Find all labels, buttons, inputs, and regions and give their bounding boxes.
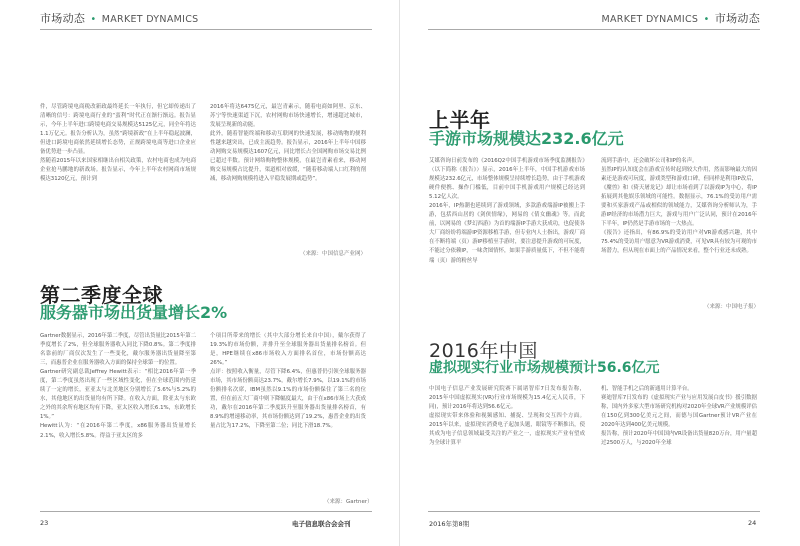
article-text-col2: 2016年将达6475亿元，最岂青素示，随着电商如阿里、京东、苏宁等快速渠道下沉，农村网购市场快速增长，增速超过城市，发展呈现新的动能。 此外，随着智能终端和移动互联网的快速发展，移动购物的便利性越来越突出，已成主流趋势。报告显示，2016年上半年中国移动网购交易规模达1607亿元，同比增长占全国网购市场交易比例已超过半数。预计网络购物整体规模，在最岂青素看来，移动网购交易规模占比提升，渠道相对放缓，“随着移动端人口红利的削减，移动网购规模将进入平稳发展期或趋势”。 [210,104,366,183]
issue-label: 2016年第8期 [429,520,470,528]
headline-line1: 2016年中国 [429,340,538,362]
source-credit: （来源：Gartner） [324,499,373,505]
section-title-cn: 市场动态 [40,12,86,25]
left-header [40,10,198,26]
footer-rule [428,511,760,512]
separator: • [703,14,710,25]
source-credit: （来源：中国电子报） [704,304,760,310]
article-text-col1: 件，尽管跨境电商税改新政最终延长一年执行，但它却传递出了清晰的信号：跨境电商行业的“蛮利”时代正在渐行渐远。报告显示，今年上半年进口跨境电商交易规模达5125亿元，同全年将达1.1万亿元。报告分析认为，虽然“跨境新政”在上半年稳起波澜，但进口跨境电商依然延续增长态势，正规跨境电商等进口企业应备优势进一步凸显。 然随着2015年以来国家相继出台相关政策，农村电商也成为电商企业抢马鹏地的新战场。报告显示，今年上半年农村网商市场规模达3120亿元，预计到 [40,104,196,183]
article-text-col2: 个项目所带来的增长（其中大部分增长来自中国），戴尔获得了19.3%的市场份额，并排升至全球服务器出货量排名榜首。但是，HPE继续在x86市场收入方面排名首位，市场份额高达26%。” 点评：按照收入衡量，尽管下降6.4%，但惠普仍引领全球服务器市场，其市场份额高达23.7%，戴尔增长7.9%，以19.1%的市场份额排名次席，IBM虽然以9.1%的市场份额保住了第三名的位置，但在前五大厂商中则下降幅度最大，由于在x86市场上大获成功，戴尔在2016年第二季度跃升至服务器出货量排名榜首，有8.9%的增速移动率，其市场份额达到了19.2%，惠普企业的出货量占比为17.2%，下降至第二位；同比下滑18.7%。 [210,333,366,430]
source-credit: （来源：中国信息产业网） [300,251,367,257]
right-page [400,0,800,546]
headline-line1: 第二季度全球 [40,283,163,307]
page-number: 24 [748,519,757,527]
headline-line1: 上半年 [429,108,491,132]
header-rule [428,29,760,30]
article-text-col1: Gartner数据显示，2016年第二季度，尽管出货量比2015年第二季度增长了2%，但全球服务器收入同比下降0.8%。第二季度排名靠前的厂商仅次发生了一些变化，戴尔服务器出货量降至第三，而惠普企业在服务器收入方面的保持全球第一的位置。 Gartner研究副总裁Jeffrey Hewitt表示：“相比2016年第一季度，第二季度虽然出现了一些区域性变化，但在全球范围内仍延续了一定的增长，亚亚太与北美地区分别增长了5.6%与5.2%的水，其他地区的出货量均有所下降。在收入方面，除亚太与东欧之外的其余所有地区均有下降，亚太区收入增长6.1%，东欧增长1%。” Hewitt认为：“在2016年第二季度，x86服务器出货量增长2.1%，收入增长5.8%。得益于亚太区的多 [40,333,196,439]
section-title-en: MARKET DYNAMICS [101,14,199,25]
section-title-en: MARKET DYNAMICS [601,14,699,25]
headline-line2: 服务器市场出货量增长2% [40,303,228,322]
headline-line2: 手游市场规模达232.6亿元 [429,129,624,148]
footer-rule [40,511,372,512]
footer-title: 电子信息联合会会刊 [292,520,351,528]
article-text-col2: 机、智能手机之后的新通用计算平台。 赛迪智库7日发布的《虚拟现实产业与应用发展白皮书》援引数据称，国内外多家大型市场研究机构对2020年全球VR产业规模评估在150亿到300亿美元之间，而德与国Gartner预计VR产业在2020年达到400亿美元规模。 报告称，预计2020年中国国内VR设备出货量820万台，用户量超过2500万人，与2020年全球 [601,386,757,447]
page-number: 23 [40,519,49,527]
article-text-col1: 艾媒咨询日前发布的《2016Q2中国手机游戏市场季度监测报告》（以下简称《报告》）显示，2016年上半年，中国手机游戏市场规模达232.6亿元，市场整体规模呈持续增长趋势，由于手机游戏硬件便携、操作门槛低，目前中国手机游戏用户规模已经达到5.12亿人次。 2016年，IP热潮也延续到了游戏领域，多款游戏端游IP被搬上手游，包括西山居的《剑侠情缘》，网易的《倩女幽魂》等。而此前，以网易的《梦幻西游》为首的端游IP手游大获成功，也促使各大厂商纷纷将端游IP资源移植手游，但专业内人士指出，游戏厂商在不断将端（页）游IP移植至手游时，要注意提升游戏的可玩度，不能过分依赖IP，一味贪图情怀，如果手游质量低下，不但不能将端（页）游的粉丝导 [429,158,585,264]
headline-line2: 虚拟现实行业市场规模预计56.6亿元 [429,360,660,376]
section-title-cn: 市场动态 [714,12,760,25]
article-text-col2: 流到手游中，还会破坏公司和IP的名声。 虽然IP的认知度会在游戏宣传时起到较大作用，然而影响最大的因素还是游戏可玩度，游戏类型和游戏口碑，但同样是利用IP改后，《魔兽》和《倚天屠龙记》却让市场看到了以游戏IP为中心，将IP拓展到其他娱乐领域的可能性。数据显示，76.1%的受访用户需要和买家游戏产品或相似的领域能力，艾媒咨询分析师认为，手游IP经济的市场潜力巨大，游戏与用户广泛认同，预计在2016年下半年，IP仍然是手游市场的一大热点。 《报告》还指出，有86.9%的受访用户对VR游戏感兴趣，其中75.4%的受访用户愿意为VR游戏消费，可见VR具有较为可观的市场潜力，但从现在市面上的产品情况来看，整个行业还未成熟。 [601,158,757,255]
separator: • [90,14,97,25]
header-rule [40,29,372,30]
article-text-col1: 中国电子信息产业发展研究院赛下属诸智库7日发布报告称，2015年中国虚拟现实(VR)行业市场规模为15.4亿元人民币，下同)，预计2016年将达到56.6亿元。 虚拟现实带来体验和视频感知、捕捉、呈现和交互四个方面。2015年以来，虚拟现实消费电子起加头题，眼镜等不断推出，使其成为电子信息领域最受关注的产业之一，虚拟现实产业有望成为全球计算平 [429,386,585,447]
right-header [602,10,760,26]
